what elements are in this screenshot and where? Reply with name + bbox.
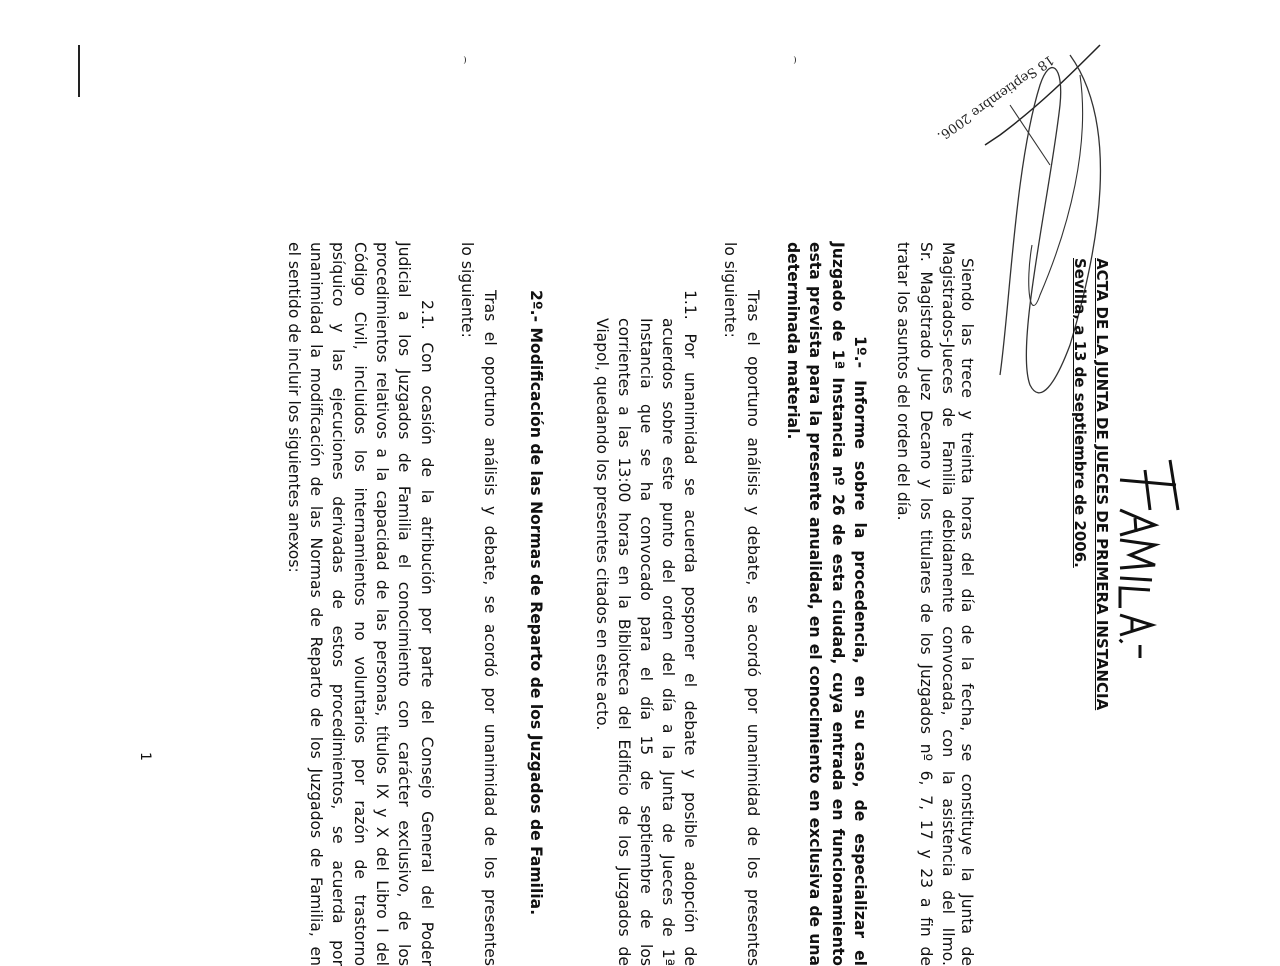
item2-1-line: procedimientos relativos a la capacidad de las personas, títulos IX y X del Libro I del <box>373 242 391 966</box>
item1-1-line: acuerdos sobre este punto del orden del día a la Junta de Jueces de 1ª <box>659 318 677 966</box>
intro-line: Magistrados-Jueces de Familia debidamente convocada, con la asistencia del Ilmo. <box>939 242 957 966</box>
page-number: 1 <box>137 752 153 761</box>
punch-mark-1 <box>461 56 466 64</box>
item2-heading: 2º.- Modificación de las Normas de Reparto de los Juzgados de Familia. <box>527 290 545 916</box>
debate2-line: Tras el oportuno análisis y debate, se acordó por unanimidad de los presentes <box>481 290 499 966</box>
item1-line: esta prevista para la presente anualidad, en el conocimiento en exclusiva de una <box>806 242 824 966</box>
document-title: ACTA DE LA JUNTA DE JUECES DE PRIMERA INSTANCIA <box>1093 258 1111 711</box>
item2-1-line: Código Civil, incluidos los internamientos no voluntarios por razón de trastorno <box>351 242 369 966</box>
item1-1-line: Viapol, quedando los presentes citados en este acto. <box>593 318 611 731</box>
punch-mark-2 <box>791 56 796 64</box>
margin-tick-mark <box>78 45 80 97</box>
item1-line: Juzgado de 1ª Instancia nº 26 de esta ciudad, cuya entrada en funcionamiento <box>829 242 847 966</box>
item2-1-line: el sentido de incluir los siguientes anexos: <box>285 242 303 573</box>
debate1-line: Tras el oportuno análisis y debate, se acordó por unanimidad de los presentes <box>744 290 762 966</box>
svg-text:18 Septiembre 2006.: 18 Septiembre 2006. <box>934 51 1057 144</box>
item1-1-line: Instancia que se ha convocado para el día 15 de septiembre de los <box>637 318 655 966</box>
item2-1-line: 2.1. Con ocasión de la atribución por parte del Consejo General del Poder <box>418 300 436 966</box>
intro-line: Sr. Magistrado Juez Decano y los titulares de los Juzgados nº 6, 7, 17 y 23 a fin de <box>917 242 935 966</box>
intro-line: tratar los asuntos del orden del día. <box>894 242 912 521</box>
item1-1-line: corrientes a las 13:00 horas en la Biblioteca del Edificio de los Juzgados de <box>615 318 633 966</box>
item2-1-line: unanimidad la modificación de las Normas de Reparto de los Juzgados de Familia, en <box>307 242 325 966</box>
item2-1-line: Judicial a los Juzgados de Familia el conocimiento con carácter exclusivo, de los <box>395 242 413 966</box>
item1-1-line: 1.1. Por unanimidad se acuerda posponer el debate y posible adopción de <box>681 290 699 966</box>
item1-line: 1º.- Informe sobre la procedencia, en su caso, de especializar el <box>851 336 869 966</box>
intro-line: Siendo las trece y treinta horas del día de la fecha, se constituye la Junta de <box>958 258 976 966</box>
item1-line: determinada material. <box>784 242 802 440</box>
debate2-line: lo siguiente: <box>458 242 476 338</box>
item2-1-line: psíquico y las ejecuciones derivadas de estos procedimientos, se acuerda por <box>329 242 347 966</box>
document-date: Sevilla, a 13 de septiembre de 2006. <box>1071 258 1089 568</box>
debate1-line: lo siguiente: <box>721 242 739 338</box>
